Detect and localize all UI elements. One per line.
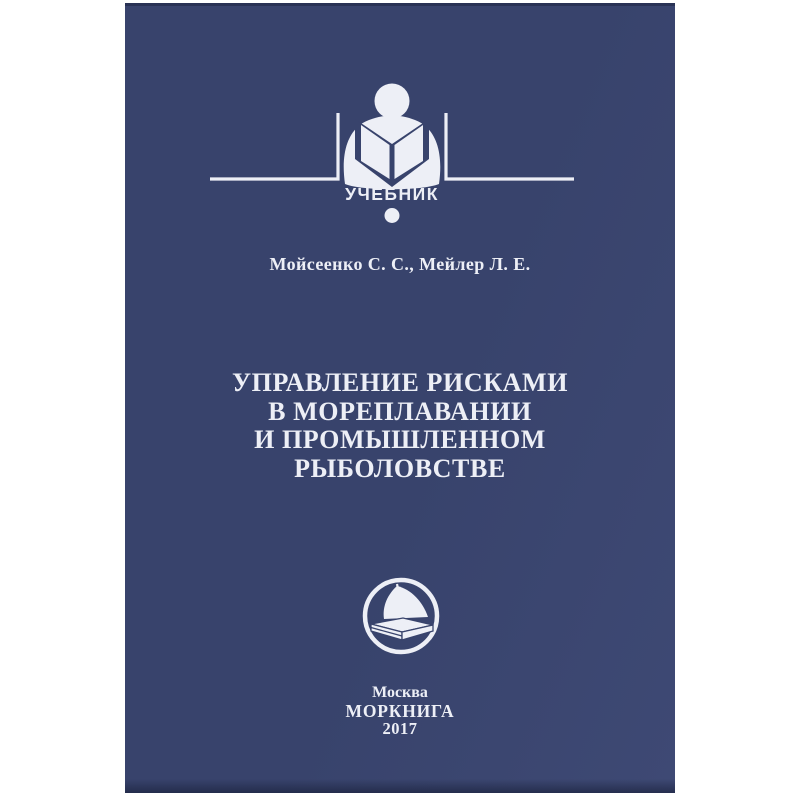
emblem-dot-icon xyxy=(385,208,400,223)
series-label: УЧЕБНИК xyxy=(345,184,439,204)
book-title xyxy=(125,369,675,483)
title-line: УПРАВЛЕНИЕ РИСКАМИ xyxy=(231,368,569,397)
imprint-city: Москва xyxy=(372,684,428,701)
publisher-emblem xyxy=(351,566,451,666)
reader-head-icon xyxy=(375,84,410,119)
reader-icon xyxy=(344,84,441,190)
title-line: И ПРОМЫШЛЕННОМ xyxy=(254,425,546,454)
book-hull-icon xyxy=(371,618,433,640)
authors-line: Мойсеенко С. С., Мейлер Л. Е. xyxy=(269,254,531,274)
imprint-publisher: МОРКНИГА xyxy=(345,701,455,721)
title-line: РЫБОЛОВСТВЕ xyxy=(294,453,506,483)
title-line: В МОРЕПЛАВАНИИ xyxy=(268,396,532,426)
textbook-series-emblem xyxy=(125,3,675,238)
left-rule-line xyxy=(210,113,338,179)
right-rule-line xyxy=(446,113,574,179)
imprint-block xyxy=(125,684,675,737)
book-cover xyxy=(125,3,675,793)
imprint-year: 2017 xyxy=(382,719,418,738)
sail-icon xyxy=(384,586,428,619)
